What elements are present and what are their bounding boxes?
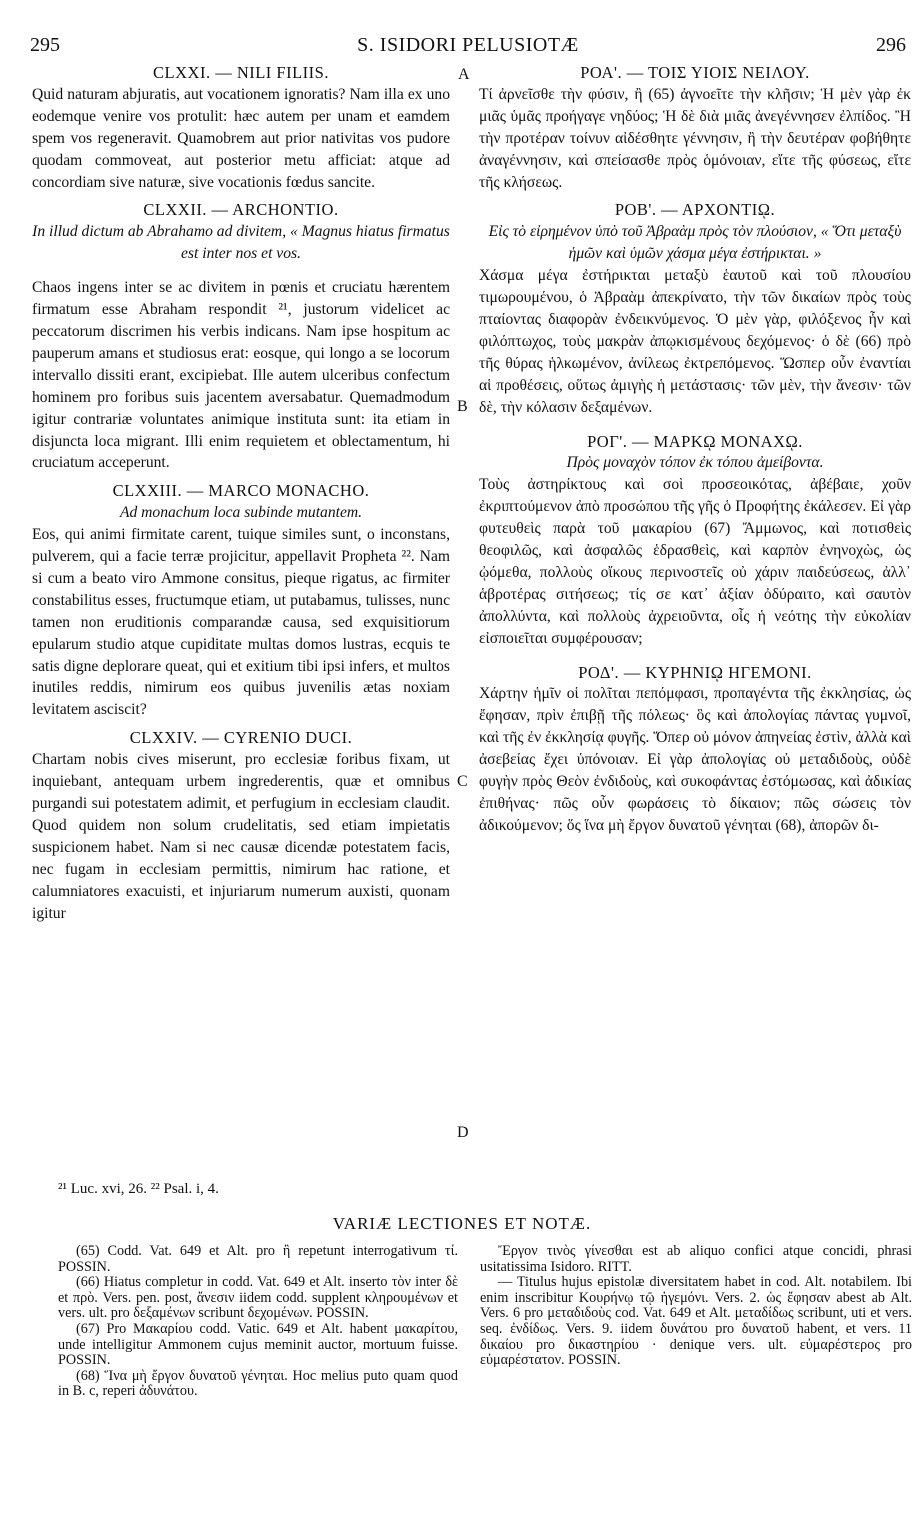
running-header bbox=[30, 34, 906, 58]
letter-172-heading-greek: ΡΟΒ'. — ΑΡΧΟΝΤΙῼ. bbox=[614, 200, 776, 220]
letter-173-heading-greek: ΡΟΓ'. — ΜΑΡΚῼ ΜΟΝΑΧῼ. bbox=[587, 431, 803, 451]
scripture-footnotes: ²¹ Luc. xvi, 26. ²² Psal. i, 4. bbox=[58, 1181, 219, 1197]
notes-title: VARIÆ LECTIONES ET NOTÆ. bbox=[332, 1214, 592, 1233]
letter-174-heading-greek: ΡΟΔ'. — ΚΥΡΗΝΙῼ ΗΓΕΜΟΝΙ. bbox=[578, 662, 812, 682]
note-68: (68) Ἵνα μὴ ἔργον δυνατοῦ γένηται. Hoc melius puto quam quod in B. c, reperi ἀδυνάτου. bbox=[58, 1367, 458, 1400]
letter-172-subtitle-greek: Εἰς τὸ εἰρημένον ὑπὸ τοῦ Ἀβραὰμ πρὸς τὸν πλούσιον, « Ὅτι μεταξὺ ἡμῶν καὶ ὑμῶν χάσμα μέγα ἐστήρικται. » bbox=[488, 223, 902, 263]
note-title-variant: — Titulus hujus epistolæ diversitatem habet in cod. Alt. notabilem. Ibi enim inscribitur Κουρήνῳ τῷ ἡγεμόνι. Vers. 2. ὡς ἔφησαν abest ab Alt. Vers. 6 pro μεταδιδοὺς cod. Vat. 649 et Alt. μεταδίδως scribunt, uti et vers. seq. ἐνδίδως. Vers. 9. iidem δυνάτου pro δυνατοῦ habent, et vers. 11 δικαίου pro δικαστηρίου · denique vers. ult. εὐμαρέστερος pro εὐμαρέστατον. POSSIN. bbox=[480, 1274, 912, 1369]
letter-172-subtitle: In illud dictum ab Abrahamo ad divitem, « Magnus hiatus firmatus est inter nos et vos. bbox=[32, 223, 450, 263]
letter-171-text: Quid naturam abjuratis, aut vocationem ignoratis? Nam illa ex uno eodemque venire vos protulit: hæc autem per unam et eamdem spem vos regeneravit. Quamobrem aut prior nativitas vos pudore quodam commoveat, aut posterior metu afficiat: atque ad concordiam sive naturæ, sive vocationis fœdus sancite. bbox=[32, 85, 450, 191]
margin-letter-d: D bbox=[457, 1124, 469, 1141]
note-66: (66) Hiatus completur in codd. Vat. 649 et Alt. inserto τὸν inter δὲ et πρὸ. Vers. pen. post, ἄνεσιν iidem codd. supplent κληρουμένων et vers. ult. pro δεξαμένων scribunt δεχομένων. POSSIN. bbox=[58, 1274, 458, 1322]
letter-171-heading-greek: ΡΟΑ'. — ΤΟΙΣ ΥΙΟΙΣ ΝΕΙΛΟΥ. bbox=[580, 63, 810, 82]
letter-173-subtitle-greek: Πρὸς μοναχὸν τόπον ἐκ τόπου ἀμείβοντα. bbox=[566, 454, 824, 472]
letter-174-heading: CLXXIV. — CYRENIO DUCI. bbox=[129, 728, 353, 748]
letter-173-heading: CLXXIII. — MARCO MONACHO. bbox=[112, 481, 370, 501]
letter-173-text: Eos, qui animi firmitate carent, tuique similes sunt, o inconstans, pulverem, qui a facie terræ projicitur, appellavit Propheta ²². Nam si cum a beato viro Ammone consitus, pieque rigatus, ac firmiter constabilitus esses, fructumque etiam, ut putabamus, tulisses, nunc tamen non eruditionis comparandæ causa, sed exquisitiorum epularum studio atque cupiditate multas domos lustras, ecquis te satis digne deplorare queat, qui et exitium tibi ipsi infers, et multos inutiles reddis, nimirum eos quibus juvenilis ætas noxiam levitatem asciscit? bbox=[32, 526, 450, 719]
running-title: S. ISIDORI PELUSIOTÆ bbox=[357, 34, 579, 56]
letter-171-text-greek: Τί ἀρνεῖσθε τὴν φύσιν, ἢ (65) ἀγνοεῖτε τὴν κλῆσιν; Ἡ μὲν γὰρ ἐκ μιᾶς ὑμᾶς προήγαγε νηδύος; Ἡ δὲ διὰ μιᾶς ἀνεγέννησεν ἐλπίδος. Ἢ τὴν προτέραν τοίνυν αἰδέσθητε γέννησιν, ἢ τὴν δευτέραν φοβήθητε ἀναγέννησιν, καὶ σπείσασθε πρὸς ὁμόνοιαν, εἴτε τῆς φύσεως, εἴτε τῆς κλήσεως. bbox=[479, 85, 911, 191]
letter-173-text-greek: Τοὺς ἀστηρίκτους καὶ σοὶ προσεοικότας, ἀβέβαιε, χοῦν ἐκριπτούμενον ἀπὸ προσώπου τῆς γῆς ὁ Προφήτης ἐκάλεσεν. Εἰ γὰρ φυτευθεὶς παρὰ τοῦ μακαρίου (67) Ἄμμωνος, καὶ ποτισθεὶς θεοφιλῶς, καὶ ἀσφαλῶς ἑδρασθεὶς, καὶ καρπὸν ἐνηνοχὼς, ὡς ᾠόμεθα, πολλοὺς οἴκους περινοστεῖς οὐ χάριν παιδεύσεως, ἀλλ᾽ ἁβροτέρας σιτήσεως; τίς σε κατ᾽ ἀξίαν ὀδύραιτο, καὶ σαυτὸν ἀπολλύντα, καὶ πολλοὺς ἀχρειοῦντα, οἷς ἡ νεότης τὴν εὐκολίαν εἰσποιεῖται συμφέρουσαν; bbox=[479, 476, 911, 647]
page-number-right: 296 bbox=[876, 34, 906, 56]
notes-column-right bbox=[480, 1244, 912, 1369]
margin-letter-a: A bbox=[458, 66, 470, 83]
letter-172-text: Chaos ingens inter se ac divitem in pœnis et cruciatu hærentem firmatum esse Abraham respondit ²¹, justorum videlicet ac peccatorum discrimen his verbis indicans. Nam ipse hospitum ac pauperum amans et studiosus erat: eosque, qui longo a se locorum intervallo dissiti erant, excipiebat. Ille autem ulceribus confectum hominem pro foribus suis jacentem aversabatur. Quemadmodum igitur contrariæ voluntates animique instituta sunt: ita etiam in disjuncta loca migrant. Illi enim requietem et oblectamentum, hi cruciatum acceperunt. bbox=[32, 279, 450, 472]
letter-171-heading: CLXXI. — NILI FILIIS. bbox=[153, 63, 329, 82]
margin-letter-c: C bbox=[457, 773, 468, 790]
greek-column bbox=[479, 62, 911, 837]
note-65: (65) Codd. Vat. 649 et Alt. pro ἢ repetunt interrogativum τί. POSSIN. bbox=[58, 1243, 458, 1275]
letter-172-text-greek: Χάσμα μέγα ἐστήρικται μεταξὺ ἑαυτοῦ καὶ τοῦ πλουσίου τιμωρουμένου, ὁ Ἀβραὰμ ἀπεκρίνατο, τὴν τῶν δικαίων πρὸς τοὺς πταίοντας διαφορὰν ἐνδεικνύμενος. Ὁ μὲν γὰρ, φιλόξενος ἦν καὶ φιλόπτωχος, τοὺς μακρὰν ἀπῳκισμένους δεχόμενος· ὁ δὲ (66) πρὸ τῆς θύρας ἡλκωμένον, ἀνίλεως ἐκτρεπόμενος. Ὥσπερ οὖν ἐναντίαι αἱ προθέσεις, οὕτως ἀμιγὴς ἡ μετάστασις· τῶν μὲν, τὴν ἄνεσιν· τῶν δὲ, τὴν κόλασιν δεξαμένων. bbox=[479, 267, 911, 416]
page-number-left: 295 bbox=[30, 34, 60, 56]
note-67: (67) Pro Μακαρίου codd. Vatic. 649 et Alt. habent μακαρίτου, unde intelligitur Ammonem cujus meminit auctor, mortuum fuisse. POSSIN. bbox=[58, 1320, 458, 1369]
margin-letter-b: B bbox=[457, 398, 468, 415]
latin-column bbox=[32, 62, 450, 924]
letter-172-heading: CLXXII. — ARCHONTIO. bbox=[143, 200, 339, 220]
letter-174-text-greek: Χάρτην ἡμῖν οἱ πολῖται πεπόμφασι, προπαγέντα τῆς ἐκκλησίας, ὡς ἔφησαν, πρὶν ἐπιβῇ τῆς πόλεως· ὃς καὶ ἀπολογίας πάντας γυμνοῖ, καὶ τῆς ἐν ἐκκλησίᾳ φυγῆς. Ὅπερ οὐ μόνον ἀπηνείας ἐστὶν, ἀλλὰ καὶ ἀσεβείας ἔχει ὑπόνοιαν. Εἰ γὰρ ἀπολογίας οὐ μεταδιδοὺς, οὐδὲ φυγὴν πρὸς Θεὸν ἐνδιδοὺς, καὶ συκοφάντας ἐστόμωσας, καὶ ἀδικίας ἐπιθήνας· πῶς οὖν φωράσεις τὸ δίκαιον; πῶς σώσεις τὸν ἀδικούμενον; ὅς ἵνα μὴ ἔργον δυνατοῦ γένηται (68), ἀπορῶν δι- bbox=[479, 685, 911, 834]
note-68-continued: Ἔργον τινὸς γίνεσθαι est ab aliquo confici atque concidi, phrasi usitatissima Isidoro. RITT. bbox=[480, 1243, 912, 1275]
notes-column-left bbox=[58, 1244, 458, 1400]
letter-174-text: Chartam nobis cives miserunt, pro ecclesiæ foribus fixam, ut inquiebant, antequam urbem ingrederentis, quæ et omnibus purgandi sui potestatem adimit, et perfugium in ecclesiam claudit. Quod quidem non solum crudelitatis, sed etiam impietatis suspicionem habet. Nam si nec causæ dicendæ potestatem facis, nec fugam in ecclesiam permittis, nimirum hac ratione, et calumniatores exacuisti, et injuriarum numerum auxisti, quonam igitur bbox=[32, 751, 450, 922]
letter-173-subtitle: Ad monachum loca subinde mutantem. bbox=[119, 504, 363, 522]
